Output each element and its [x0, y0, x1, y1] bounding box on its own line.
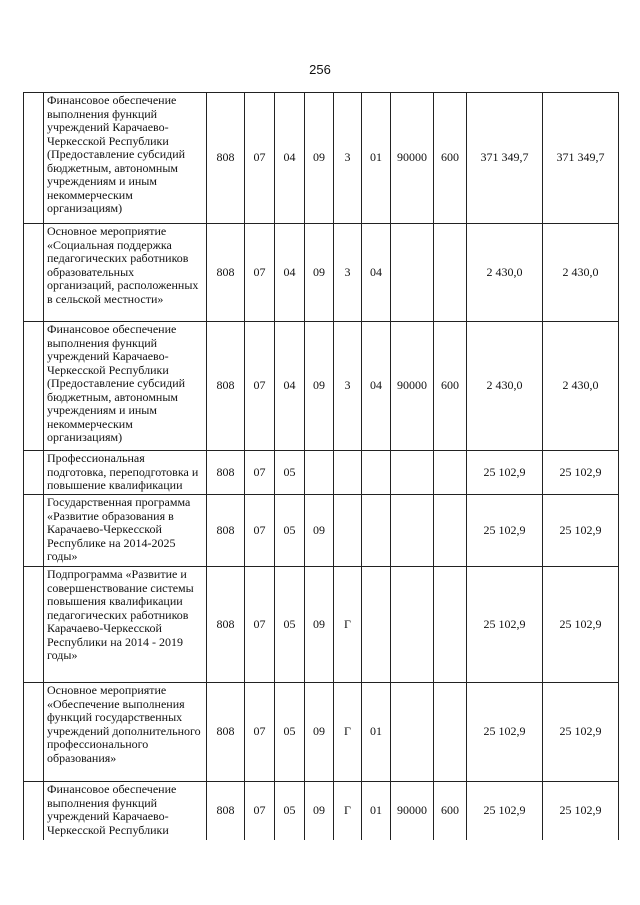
- subsection-code: 05: [275, 782, 305, 840]
- direction-code: 90000: [391, 322, 434, 451]
- program-code: 09: [305, 567, 334, 683]
- program-code: 09: [305, 224, 334, 322]
- amount-1: 371 349,7: [467, 93, 543, 224]
- subsection-code: 04: [275, 93, 305, 224]
- empty-cell: [24, 782, 44, 840]
- table-row: [24, 683, 619, 782]
- direction-code: [391, 495, 434, 567]
- table-row: [24, 451, 619, 495]
- subprogram-code: Г: [334, 683, 362, 782]
- empty-cell: [24, 322, 44, 451]
- empty-cell: [24, 224, 44, 322]
- table-row: [24, 93, 619, 224]
- empty-cell: [24, 567, 44, 683]
- expense-type-code: [434, 451, 467, 495]
- empty-cell: [24, 495, 44, 567]
- subprogram-code: 3: [334, 93, 362, 224]
- section-code: 07: [245, 93, 275, 224]
- table-row: [24, 495, 619, 567]
- direction-code: [391, 224, 434, 322]
- amount-2: 25 102,9: [543, 683, 619, 782]
- amount-2: 25 102,9: [543, 782, 619, 840]
- row-description: Финансовое обеспечение выполнения функций учреждений Карачаево-Черкесской Республики (Предоставление субсидий бюджетным, автономным учреждениям и иным некоммерческим организациям): [44, 322, 207, 451]
- program-code: 09: [305, 782, 334, 840]
- empty-cell: [24, 683, 44, 782]
- row-description: Государственная программа «Развитие образования в Карачаево-Черкесской Республике на 2014-2025 годы»: [44, 495, 207, 567]
- row-description: Основное мероприятие «Обеспечение выполнения функций государственных учреждений дополнительного профессионального образования»: [44, 683, 207, 782]
- subsection-code: 05: [275, 451, 305, 495]
- ministry-code: 808: [207, 224, 245, 322]
- amount-1: 25 102,9: [467, 782, 543, 840]
- table-row: [24, 224, 619, 322]
- direction-code: [391, 683, 434, 782]
- expense-type-code: 600: [434, 322, 467, 451]
- ministry-code: 808: [207, 451, 245, 495]
- budget-table: [23, 92, 619, 840]
- amount-1: 25 102,9: [467, 451, 543, 495]
- expense-type-code: [434, 495, 467, 567]
- expense-type-code: 600: [434, 93, 467, 224]
- subprogram-code: Г: [334, 782, 362, 840]
- expense-type-code: [434, 224, 467, 322]
- program-code: 09: [305, 322, 334, 451]
- empty-cell: [24, 93, 44, 224]
- direction-code: 90000: [391, 93, 434, 224]
- ministry-code: 808: [207, 567, 245, 683]
- activity-code: 04: [362, 224, 391, 322]
- activity-code: 01: [362, 683, 391, 782]
- section-code: 07: [245, 782, 275, 840]
- subprogram-code: Г: [334, 567, 362, 683]
- expense-type-code: [434, 683, 467, 782]
- activity-code: [362, 495, 391, 567]
- ministry-code: 808: [207, 782, 245, 840]
- section-code: 07: [245, 567, 275, 683]
- amount-2: 25 102,9: [543, 451, 619, 495]
- subsection-code: 04: [275, 224, 305, 322]
- ministry-code: 808: [207, 322, 245, 451]
- subsection-code: 04: [275, 322, 305, 451]
- program-code: 09: [305, 683, 334, 782]
- subsection-code: 05: [275, 683, 305, 782]
- subprogram-code: 3: [334, 322, 362, 451]
- amount-1: 25 102,9: [467, 495, 543, 567]
- ministry-code: 808: [207, 93, 245, 224]
- amount-1: 25 102,9: [467, 567, 543, 683]
- page-number: 256: [309, 62, 331, 77]
- ministry-code: 808: [207, 683, 245, 782]
- activity-code: [362, 567, 391, 683]
- ministry-code: 808: [207, 495, 245, 567]
- table-row: [24, 567, 619, 683]
- empty-cell: [24, 451, 44, 495]
- section-code: 07: [245, 683, 275, 782]
- expense-type-code: 600: [434, 782, 467, 840]
- direction-code: 90000: [391, 782, 434, 840]
- row-description: Финансовое обеспечение выполнения функций учреждений Карачаево-Черкесской Республики (Предоставление субсидий бюджетным, автономным учреждениям и иным некоммерческим организациям): [44, 93, 207, 224]
- row-description: Финансовое обеспечение выполнения функций учреждений Карачаево-Черкесской Республики: [44, 782, 207, 840]
- subprogram-code: [334, 451, 362, 495]
- amount-1: 2 430,0: [467, 224, 543, 322]
- amount-2: 2 430,0: [543, 322, 619, 451]
- direction-code: [391, 451, 434, 495]
- row-description: Подпрограмма «Развитие и совершенствование системы повышения квалификации педагогических работников Карачаево-Черкесской Республики на 2014 - 2019 годы»: [44, 567, 207, 683]
- program-code: 09: [305, 495, 334, 567]
- direction-code: [391, 567, 434, 683]
- activity-code: 01: [362, 782, 391, 840]
- amount-2: 25 102,9: [543, 567, 619, 683]
- subsection-code: 05: [275, 567, 305, 683]
- section-code: 07: [245, 322, 275, 451]
- subprogram-code: [334, 495, 362, 567]
- expense-type-code: [434, 567, 467, 683]
- program-code: [305, 451, 334, 495]
- section-code: 07: [245, 451, 275, 495]
- amount-2: 25 102,9: [543, 495, 619, 567]
- amount-1: 25 102,9: [467, 683, 543, 782]
- program-code: 09: [305, 93, 334, 224]
- amount-2: 371 349,7: [543, 93, 619, 224]
- amount-1: 2 430,0: [467, 322, 543, 451]
- row-description: Профессиональная подготовка, переподготовка и повышение квалификации: [44, 451, 207, 495]
- subsection-code: 05: [275, 495, 305, 567]
- row-description: Основное мероприятие «Социальная поддержка педагогических работников образовательных организаций, расположенных в сельской местности»: [44, 224, 207, 322]
- table-row: [24, 782, 619, 840]
- activity-code: 04: [362, 322, 391, 451]
- section-code: 07: [245, 495, 275, 567]
- activity-code: 01: [362, 93, 391, 224]
- table-row: [24, 322, 619, 451]
- activity-code: [362, 451, 391, 495]
- section-code: 07: [245, 224, 275, 322]
- subprogram-code: 3: [334, 224, 362, 322]
- amount-2: 2 430,0: [543, 224, 619, 322]
